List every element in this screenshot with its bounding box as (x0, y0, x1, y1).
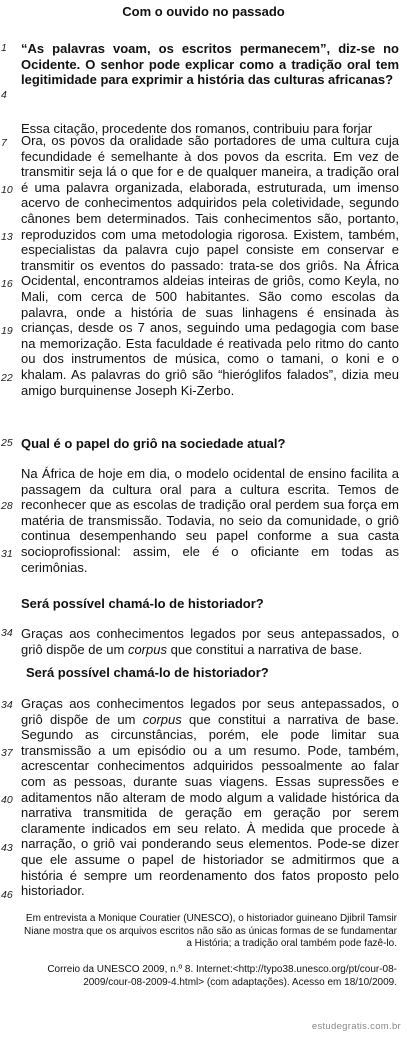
line-number: 10 (1, 184, 13, 196)
answer-1-overlapped-line: Essa citação, procedente dos romanos, contribuiu para forjar (21, 121, 373, 136)
interview-question-3: Será possível chamá-lo de historiador? (21, 596, 264, 611)
line-number: 28 (1, 500, 13, 512)
line-number: 4 (1, 89, 7, 101)
interview-question-2: Qual é o papel do griô na sociedade atual? (21, 436, 286, 451)
line-number: 7 (1, 137, 7, 149)
line-number: 13 (1, 231, 13, 243)
article-title: Com o ouvido no passado (122, 4, 285, 19)
site-credit: estudegratis.com.br (311, 1021, 401, 1032)
line-number: 34 (1, 627, 13, 639)
line-number: 34 (1, 699, 13, 711)
line-number: 37 (1, 747, 13, 759)
line-number: 40 (1, 794, 13, 806)
line-number: 43 (1, 842, 13, 854)
answer-3-paragraph: Graças aos conhecimentos legados por seus antepassados, o griô dispõe de um corpus que constitui a narrativa de base. Segundo as circunstâncias, porém, ele pode limitar sua transmissão a um episódio ou a um resumo. Pode, também, acrescentar conhecimentos adquiridos pessoalmente ao falar com as pessoas, durante suas viagens. Essas supressões e aditamentos não alteram de modo algum a validade histórica da narrativa transmitida de geração em geração por serem claramente indicados em seu relato. À medida que procede à narração, o griô vai ponderando seus elementos. Pode-se dizer que ele assume o papel de historiador se admitirmos que a história é sempre um reordenamento dos fatos proposto pelo historiador. (21, 696, 400, 899)
interview-question-3-repeat: Será possível chamá-lo de historiador? (26, 665, 269, 680)
line-number: 46 (1, 889, 13, 901)
line-number: 1 (1, 42, 7, 54)
citation: Correio da UNESCO 2009, n.º 8. Internet:<http://typo38.unesco.org/pt/cour-08-2009/cour-08-2009-4.html> (com adaptações). Acesso em 18/10/2009. (47, 964, 397, 988)
line-number: 25 (1, 437, 13, 449)
answer-2-paragraph: Na África de hoje em dia, o modelo ocidental de ensino facilita a passagem da cultura oral para a cultura escrita. Temos de reconhecer que as escolas de tradição oral perdem sua força em matéria de transmissão. Todavia, no seio da comunidade, o griô continua desempenhando seu papel conforme a sua casta socioprofissional: assim, ele é o oficiante em todas as cerimônias. (21, 466, 399, 575)
answer-3-fragment: Graças aos conhecimentos legados por seus antepassados, o griô dispõe de um corpus que constitui a narrativa de base. (21, 626, 399, 657)
answer-1-paragraph: Ora, os povos da oralidade são portadores de uma cultura cuja fecundidade é semelhante à dos povos da escrita. Em vez de transmitir seja lá o que for e de qualquer maneira, a tradição oral é uma palavra organizada, elaborada, estruturada, um imenso acervo de conhecimentos adquiridos pela coletividade, segundo cânones bem determinados. Tais conhecimentos são, portanto, reproduzidos com uma metodologia rigorosa. Existem, também, especialistas da palavra cujo papel consiste em conservar e transmitir os eventos do passado: trata-se dos griôs. Na África Ocidental, encontramos aldeias inteiras de griôs, como Keyla, no Mali, com cerca de 500 habitantes. São como escolas da palavra, onde a história de suas linhagens é ensinada às crianças, desde os 7 anos, seguindo uma pedagogia com base na memorização. Esta faculdade é reativada pelo ritmo do canto ou dos instrumentos de música, como o tamani, o koni e o khalam. As palavras do griô são “hieróglifos falados”, dizia meu amigo burquinense Joseph Ki-Zerbo. (21, 133, 399, 398)
interview-question-1: “As palavras voam, os escritos permanecem”, diz-se no Ocidente. O senhor pode explicar como a tradição oral tem legitimidade para exprimir a história das culturas africanas? (21, 41, 399, 88)
line-number: 22 (1, 372, 13, 384)
source-note: Em entrevista a Monique Couratier (UNESCO), o historiador guineano Djibril Tamsir Niane mostra que os arquivos escritos não são as únicas formas de se fundamentar a História; a tradição oral também pode fazê-lo. (24, 913, 397, 949)
line-number: 16 (1, 278, 13, 290)
line-number: 19 (1, 325, 13, 337)
line-number: 31 (1, 548, 13, 560)
